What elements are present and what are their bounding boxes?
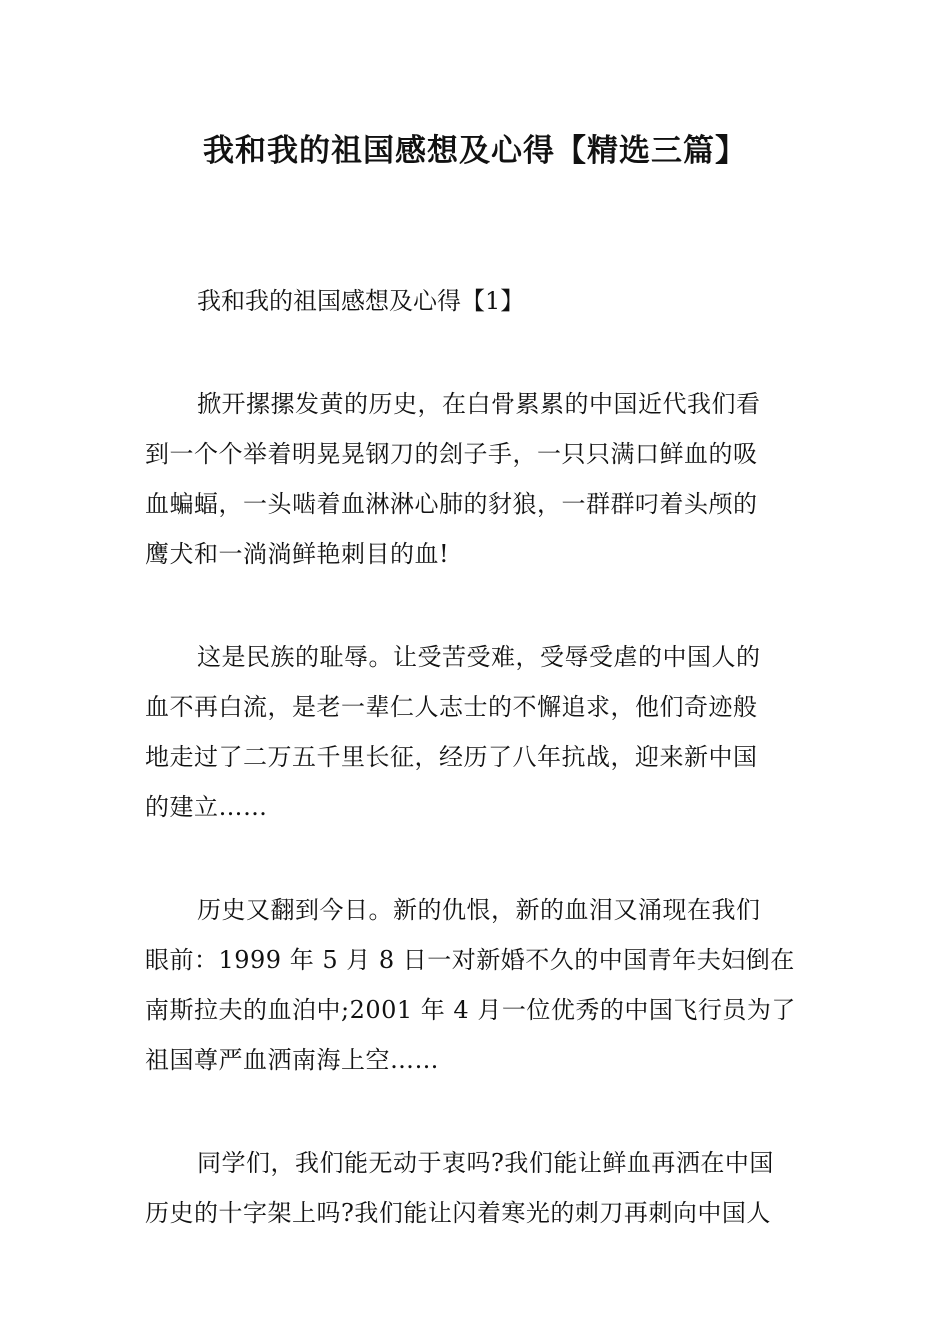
document-body — [145, 276, 807, 1291]
paragraph-3 — [145, 885, 807, 1085]
paragraph-line: 鹰犬和一淌淌鲜艳刺目的血! — [145, 540, 450, 568]
document-title: 我和我的祖国感想及心得【精选三篇】 — [203, 133, 747, 169]
paragraph-line: 血不再白流，是老一辈仁人志士的不懈追求，他们奇迹般 — [145, 693, 758, 721]
paragraph-line: 历史的十字架上吗?我们能让闪着寒光的刺刀再刺向中国人 — [145, 1199, 771, 1227]
paragraph-1 — [145, 379, 807, 579]
paragraph-line: 这是民族的耻辱。让受苦受难，受辱受虐的中国人的 — [197, 643, 761, 671]
paragraph-line: 同学们，我们能无动于衷吗?我们能让鲜血再洒在中国 — [197, 1149, 774, 1177]
section-heading: 我和我的祖国感想及心得【1】 — [197, 287, 525, 315]
paragraph-line: 掀开摞摞发黄的历史，在白骨累累的中国近代我们看 — [197, 390, 761, 418]
paragraph-line: 祖国尊严血洒南海上空…… — [145, 1046, 439, 1074]
paragraph-line: 血蝙蝠，一头啮着血淋淋心肺的豺狼，一群群叼着头颅的 — [145, 490, 758, 518]
paragraph-line: 到一个个举着明晃晃钢刀的刽子手，一只只满口鲜血的吸 — [145, 440, 758, 468]
paragraph-4 — [145, 1138, 807, 1238]
paragraph-line: 的建立…… — [145, 793, 268, 821]
paragraph-line: 地走过了二万五千里长征，经历了八年抗战，迎来新中国 — [145, 743, 758, 771]
paragraph-2 — [145, 632, 807, 832]
paragraph-line: 眼前：1999 年 5 月 8 日一对新婚不久的中国青年夫妇倒在 — [145, 946, 795, 974]
paragraph-line: 南斯拉夫的血泊中;2001 年 4 月一位优秀的中国飞行员为了 — [145, 996, 796, 1024]
paragraph-line: 历史又翻到今日。新的仇恨，新的血泪又涌现在我们 — [197, 896, 761, 924]
